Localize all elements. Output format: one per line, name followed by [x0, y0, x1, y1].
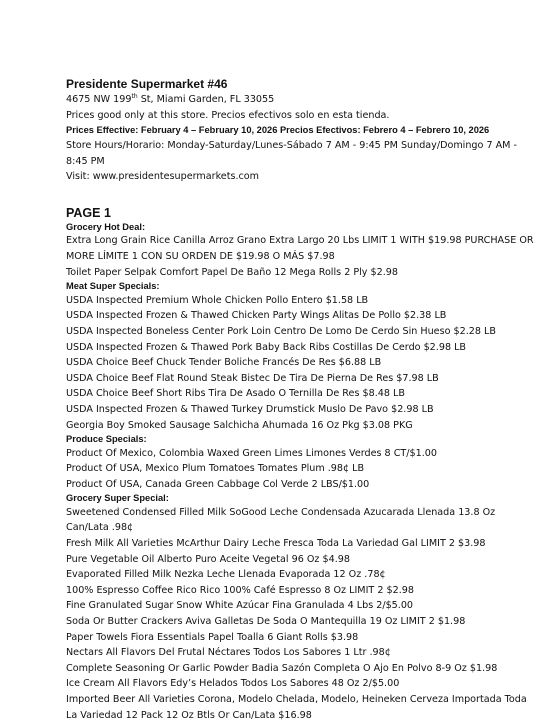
list-item: Imported Beer All Varieties Corona, Modelo Chelada, Modelo, Heineken Cerveza Importada Toda La Variedad 12 Pack 12 Oz Btls Or Can/Lata $16.98: [66, 694, 527, 721]
list-item: USDA Choice Beef Flat Round Steak Bistec De Tira De Pierna De Res $7.98 LB: [66, 372, 439, 384]
section-grocery-hot-deal: [66, 221, 536, 280]
section-heading: Grocery Super Special:: [66, 493, 169, 504]
store-notice: Prices good only at this store. Precios efectivos solo en esta tienda.: [66, 109, 390, 121]
list-item: Toilet Paper Selpak Comfort Papel De Baño 12 Mega Rolls 2 Ply $2.98: [66, 266, 398, 278]
list-item: Georgia Boy Smoked Sausage Salchicha Ahumada 16 Oz Pkg $3.08 PKG: [66, 419, 413, 431]
list-item: Product Of USA, Canada Green Cabbage Col Verde 2 LBS/$1.00: [66, 478, 370, 490]
list-item: Evaporated Filled Milk Nezka Leche Llenada Evaporada 12 Oz .78¢: [66, 569, 386, 581]
list-item: Soda Or Butter Crackers Aviva Galletas De Soda O Mantequilla 19 Oz LIMIT 2 $1.98: [66, 616, 466, 628]
section-produce-specials: [66, 433, 536, 492]
list-item: Fine Granulated Sugar Snow White Azúcar Fina Granulada 4 Lbs 2/$5.00: [66, 600, 414, 612]
address-number: 4675 NW 199: [66, 94, 132, 105]
list-item: USDA Inspected Frozen & Thawed Pork Baby Back Ribs Costillas De Cerdo $2.98 LB: [66, 341, 467, 353]
list-item: Pure Vegetable Oil Alberto Puro Aceite Vegetal 96 Oz $4.98: [66, 553, 350, 565]
list-item: USDA Choice Beef Chuck Tender Boliche Francés De Res $6.88 LB: [66, 357, 382, 369]
list-item: Extra Long Grain Rice Canilla Arroz Grano Extra Largo 20 Lbs LIMIT 1 WITH $19.98 PURCHASE OR MORE LÍMITE 1 CON SU ORDEN DE $19.98 O MÁS $7.98: [66, 235, 534, 263]
section-meat-super-specials: [66, 280, 536, 433]
list-item: Fresh Milk All Varieties McArthur Dairy Leche Fresca Toda La Variedad Gal LIMIT 2 $3.98: [66, 538, 486, 550]
prices-effective: Prices Effective: February 4 – February 10, 2026 Precios Efectivos: Febrero 4 – Febrero 10, 2026: [66, 125, 490, 136]
list-item: Paper Towels Fiora Essentials Papel Toalla 6 Giant Rolls $3.98: [66, 631, 359, 643]
list-item: Ice Cream All Flavors Edy’s Helados Todos Los Sabores 48 Oz 2/$5.00: [66, 678, 400, 690]
list-item: 100% Espresso Coffee Rico Rico 100% Café Espresso 8 Oz LIMIT 2 $2.98: [66, 584, 414, 596]
list-item: Sweetened Condensed Filled Milk SoGood Leche Condensada Azucarada Llenada 13.8 Oz Can/Lata .98¢: [66, 506, 496, 534]
address-rest: St, Miami Garden, FL 33055: [137, 94, 275, 105]
list-item: Complete Seasoning Or Garlic Powder Badia Sazón Completa O Ajo En Polvo 8-9 Oz $1.98: [66, 662, 498, 674]
section-heading: Produce Specials:: [66, 434, 147, 445]
list-item: USDA Inspected Frozen & Thawed Chicken Party Wings Alitas De Pollo $2.38 LB: [66, 310, 447, 322]
list-item: Product Of Mexico, Colombia Waxed Green Limes Limones Verdes 8 CT/$1.00: [66, 447, 437, 459]
list-item: USDA Inspected Premium Whole Chicken Pollo Entero $1.58 LB: [66, 294, 369, 306]
list-item: USDA Inspected Boneless Center Pork Loin Centro De Lomo De Cerdo Sin Hueso $2.28 LB: [66, 325, 496, 337]
section-heading: Meat Super Specials:: [66, 281, 160, 292]
store-hours: Store Hours/Horario: Monday-Saturday/Lunes-Sábado 7 AM - 9:45 PM Sunday/Domingo 7 AM - 8:45 PM: [66, 140, 517, 167]
list-item: Nectars All Flavors Del Frutal Néctares Todos Los Sabores 1 Ltr .98¢: [66, 647, 391, 659]
list-item: USDA Inspected Frozen & Thawed Turkey Drumstick Muslo De Pavo $2.98 LB: [66, 403, 434, 415]
list-item: USDA Choice Beef Short Ribs Tira De Asado O Ternilla De Res $8.48 LB: [66, 388, 405, 400]
page-heading: PAGE 1: [66, 205, 111, 220]
flyer-page: [66, 76, 536, 723]
address-ordinal: th: [131, 92, 138, 100]
section-grocery-super-special: [66, 492, 536, 723]
store-website: Visit: www.presidentesupermarkets.com: [66, 171, 259, 183]
store-address: [66, 92, 536, 108]
store-name: Presidente Supermarket #46: [66, 77, 228, 91]
section-heading: Grocery Hot Deal:: [66, 221, 146, 232]
list-item: Product Of USA, Mexico Plum Tomatoes Tomates Plum .98¢ LB: [66, 463, 365, 475]
